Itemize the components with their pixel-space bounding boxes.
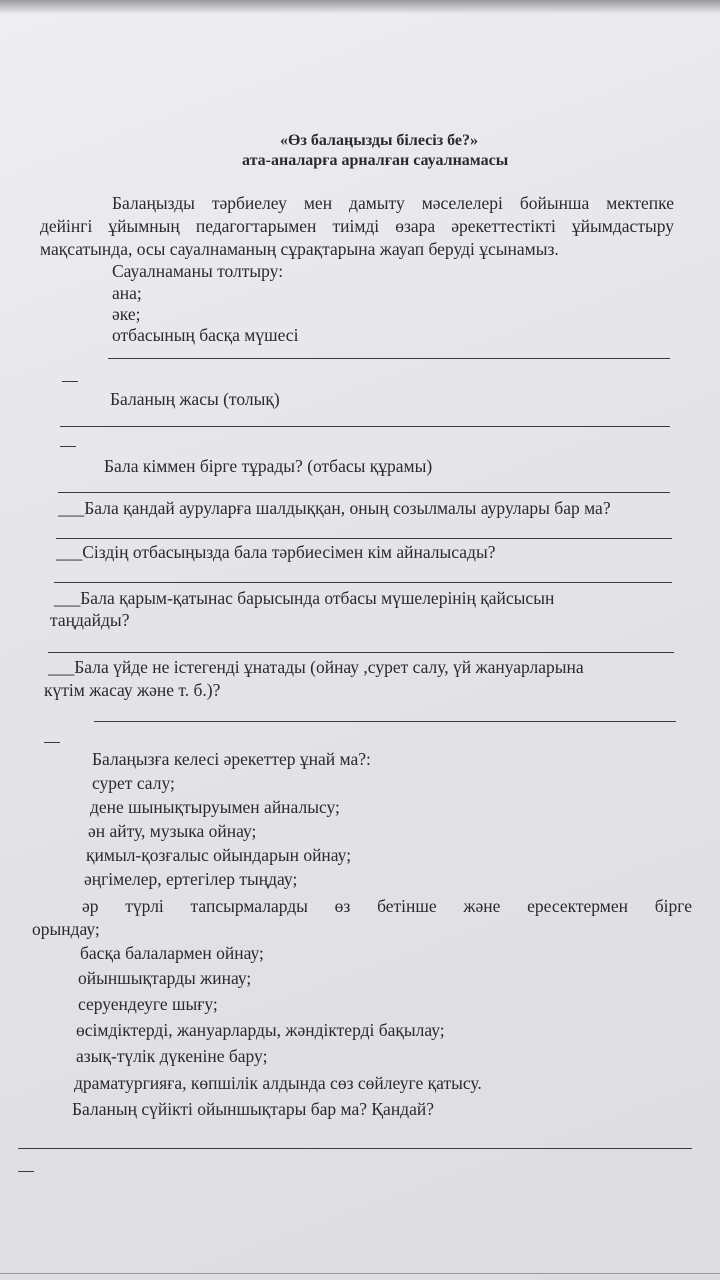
question-communication-line-2: таңдайды? bbox=[50, 610, 130, 630]
question-likes-home-line-1: ___Бала үйде не істегенді ұнатады (ойнау ,сурет салу, үй жануарларына bbox=[48, 657, 584, 677]
question-communication-line-1: ___Бала қарым-қатынас барысында отбасы мүшелерінің қайсысын bbox=[54, 588, 555, 608]
activity-item: сурет салу; bbox=[92, 773, 175, 793]
answer-line-communication[interactable] bbox=[48, 652, 674, 653]
filled-by-label: Сауалнаманы толтыру: bbox=[112, 261, 284, 281]
activity-item: драматургияға, көпшілік алдында сөз сөйлеуге қатысу. bbox=[74, 1073, 482, 1093]
answer-line-upbringing[interactable] bbox=[54, 582, 672, 583]
answer-line-age[interactable] bbox=[60, 426, 670, 427]
answer-line-favorite-toys[interactable] bbox=[18, 1148, 692, 1149]
activity-item: азық-түлік дүкеніне бару; bbox=[76, 1046, 268, 1066]
top-shadow bbox=[0, 0, 720, 14]
filled-by-father: әке; bbox=[112, 304, 141, 324]
filled-by-other: отбасының басқа мүшесі bbox=[112, 325, 299, 345]
activity-item-continuation: орындау; bbox=[32, 919, 100, 939]
activity-item: серуендеуге шығу; bbox=[78, 994, 218, 1014]
dash-mark bbox=[18, 1171, 34, 1172]
activity-item: басқа балалармен ойнау; bbox=[80, 943, 264, 963]
answer-line-likes-home[interactable] bbox=[94, 721, 676, 722]
activity-item: өсімдіктерді, жануарларды, жәндіктерді бақылау; bbox=[76, 1020, 445, 1040]
intro-line-3: мақсатында, осы сауалнаманың сұрақтарына жауап беруді ұсынамыз. bbox=[40, 239, 559, 259]
activity-item: қимыл-қозғалыс ойындарын ойнау; bbox=[86, 845, 352, 865]
answer-line-lives-with[interactable] bbox=[58, 492, 670, 493]
activity-item: ойыншықтарды жинау; bbox=[78, 968, 252, 988]
page-bottom-edge bbox=[0, 1273, 720, 1274]
question-lives-with: Бала кіммен бірге тұрады? (отбасы құрамы) bbox=[104, 456, 433, 476]
activity-item: әңгімелер, ертегілер тыңдау; bbox=[84, 869, 298, 889]
question-favorite-toys: Баланың сүйікті ойыншықтары бар ма? Қандай? bbox=[72, 1099, 434, 1119]
activity-item: әр түрлі тапсырмаларды өз бетінше және ересектермен бірге bbox=[82, 896, 692, 916]
dash-mark bbox=[62, 381, 78, 382]
title-line-2: ата-аналарға арналған сауалнамасы bbox=[242, 152, 509, 169]
question-illness: ___Бала қандай ауруларға шалдыққан, оның созылмалы аурулары бар ма? bbox=[58, 498, 611, 518]
filled-by-mother: ана; bbox=[112, 283, 142, 303]
answer-line-filled-by[interactable] bbox=[108, 358, 670, 359]
dash-mark bbox=[44, 742, 60, 743]
activity-item: ән айту, музыка ойнау; bbox=[88, 821, 257, 841]
intro-line-2: дейінгі ұйымның педагогтарымен тиімді өзара әрекеттестікті ұйымдастыру bbox=[40, 216, 674, 236]
question-likes-home-line-2: күтім жасау және т. б.)? bbox=[44, 680, 221, 700]
activity-item: дене шынықтыруымен айналысу; bbox=[90, 797, 340, 817]
question-age: Баланың жасы (толық) bbox=[110, 389, 280, 409]
intro-line-1: Балаңызды тәрбиелеу мен дамыту мәселелері бойынша мектепке bbox=[112, 193, 674, 213]
title-line-1: «Өз балаңызды білесіз бе?» bbox=[280, 132, 479, 149]
question-upbringing: ___Сіздің отбасыңызда бала тәрбиесімен кім айналысады? bbox=[56, 542, 496, 562]
dash-mark bbox=[60, 446, 76, 447]
answer-line-illness[interactable] bbox=[56, 538, 672, 539]
activities-label: Балаңызға келесі әрекеттер ұнай ма?: bbox=[92, 749, 371, 769]
